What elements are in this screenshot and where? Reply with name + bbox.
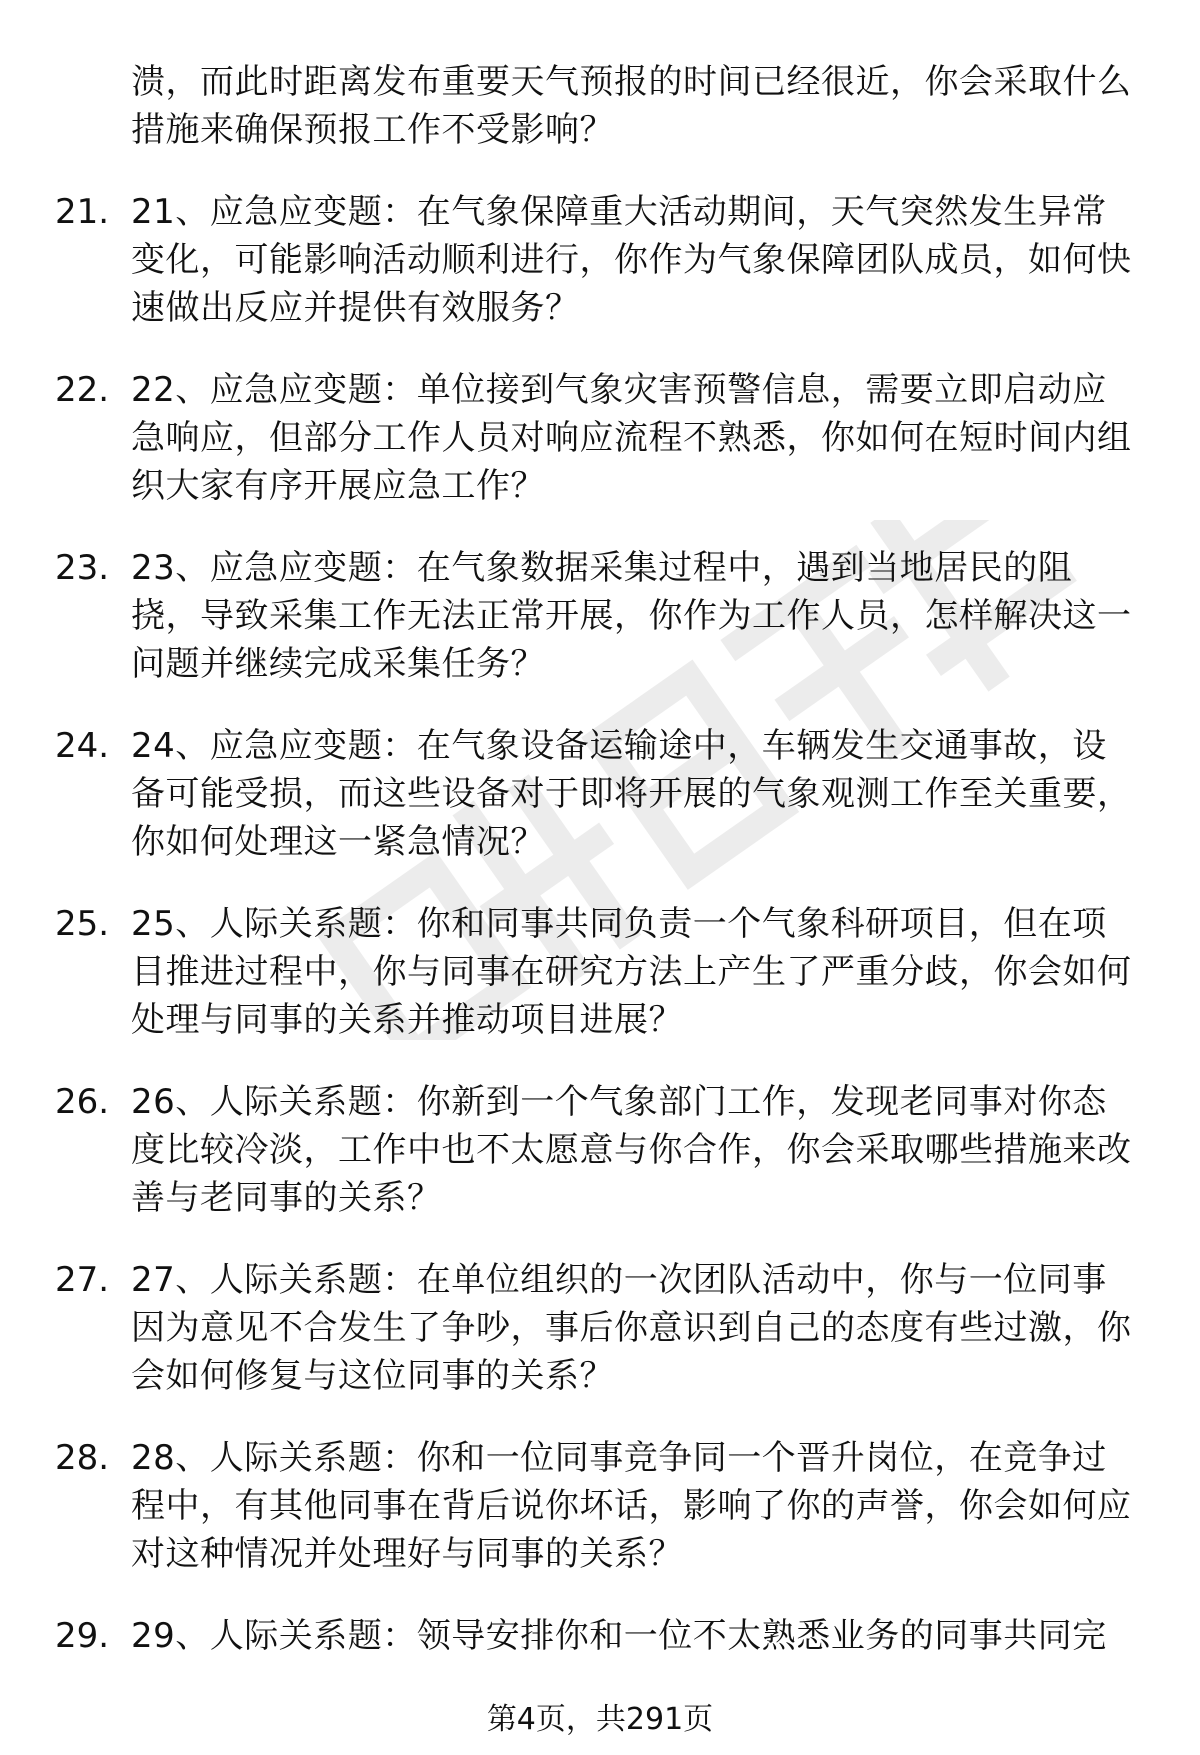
page-footer: 第4页，共291页 [486, 1702, 714, 1737]
list-item [0, 900, 1200, 1044]
question-text: 24、应急应变题：在气象设备运输途中，车辆发生交通事故，设备可能受损，而这些设备对于即将开展的气象观测工作至关重要，你如何处理这一紧急情况？ [131, 726, 1132, 862]
question-text: 26、人际关系题：你新到一个气象部门工作，发现老同事对你态度比较冷淡，工作中也不太愿意与你合作，你会采取哪些措施来改善与老同事的关系？ [131, 1082, 1132, 1218]
question-number: 29. [55, 1616, 110, 1656]
list-item [0, 722, 1200, 866]
list-item [0, 366, 1200, 510]
question-number: 23. [55, 548, 110, 588]
list-item [0, 1434, 1200, 1578]
question-text: 25、人际关系题：你和同事共同负责一个气象科研项目，但在项目推进过程中，你与同事在研究方法上产生了严重分歧，你会如何处理与同事的关系并推动项目进展？ [131, 904, 1132, 1040]
question-text: 29、人际关系题：领导安排你和一位不太熟悉业务的同事共同完 [131, 1616, 1107, 1656]
question-number: 21. [55, 192, 110, 232]
continuation-text: 溃，而此时距离发布重要天气预报的时间已经很近，你会采取什么措施来确保预报工作不受影响？ [131, 62, 1132, 150]
question-text: 27、人际关系题：在单位组织的一次团队活动中，你与一位同事因为意见不合发生了争吵，事后你意识到自己的态度有些过激，你会如何修复与这位同事的关系？ [131, 1260, 1132, 1396]
question-number: 25. [55, 904, 110, 944]
question-number: 26. [55, 1082, 110, 1122]
question-text: 21、应急应变题：在气象保障重大活动期间，天气突然发生异常变化，可能影响活动顺利进行，你作为气象保障团队成员，如何快速做出反应并提供有效服务？ [131, 192, 1132, 328]
list-item [0, 1256, 1200, 1400]
question-number: 28. [55, 1438, 110, 1478]
list-item [0, 544, 1200, 688]
list-item [0, 1612, 1200, 1660]
question-number: 24. [55, 726, 110, 766]
question-text: 22、应急应变题：单位接到气象灾害预警信息，需要立即启动应急响应，但部分工作人员对响应流程不熟悉，你如何在短时间内组织大家有序开展应急工作？ [131, 370, 1132, 506]
list-item [0, 1078, 1200, 1222]
question-number: 22. [55, 370, 110, 410]
question-list [0, 188, 1200, 1660]
question-number: 27. [55, 1260, 110, 1300]
list-item [0, 188, 1200, 332]
question-text: 28、人际关系题：你和一位同事竞争同一个晋升岗位，在竞争过程中，有其他同事在背后说你坏话，影响了你的声誉，你会如何应对这种情况并处理好与同事的关系？ [131, 1438, 1132, 1574]
question-text: 23、应急应变题：在气象数据采集过程中，遇到当地居民的阻挠，导致采集工作无法正常开展，你作为工作人员，怎样解决这一问题并继续完成采集任务？ [131, 548, 1132, 684]
document-body [0, 58, 1200, 1660]
